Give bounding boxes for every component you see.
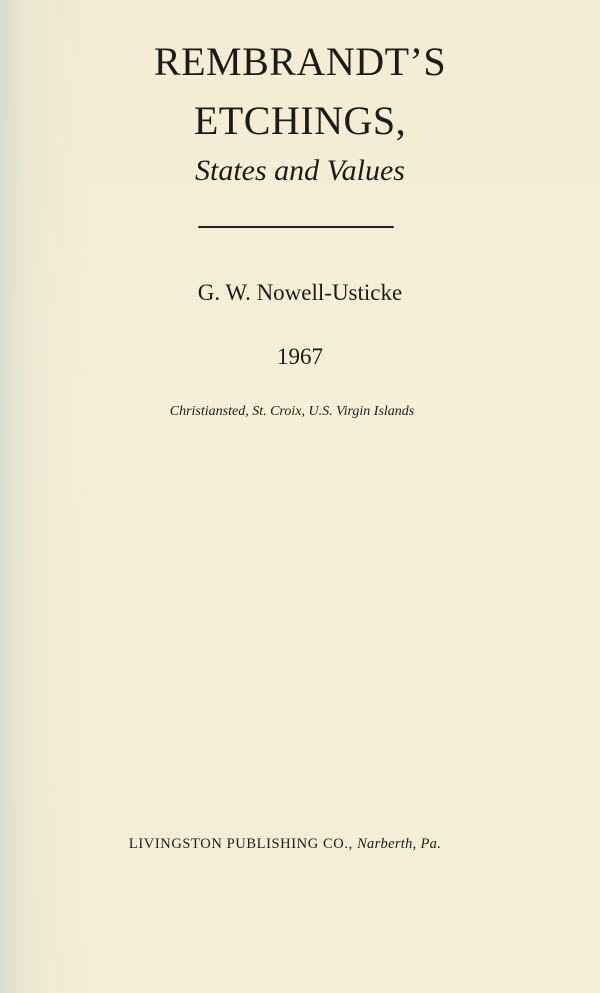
publisher-name: LIVINGSTON PUBLISHING CO., [128,836,353,852]
publisher-imprint [0,837,570,852]
title-line-2: ETCHINGS, [193,98,407,143]
publisher-location: Narberth, Pa. [357,836,442,852]
subtitle: States and Values [195,154,405,187]
publication-year: 1967 [277,344,323,369]
author-place: Christiansted, St. Croix, U.S. Virgin Islands [169,404,415,419]
title-rule [198,226,394,228]
title-line-1: REMBRANDT’S [153,39,447,84]
author: G. W. Nowell-Usticke [197,280,403,305]
